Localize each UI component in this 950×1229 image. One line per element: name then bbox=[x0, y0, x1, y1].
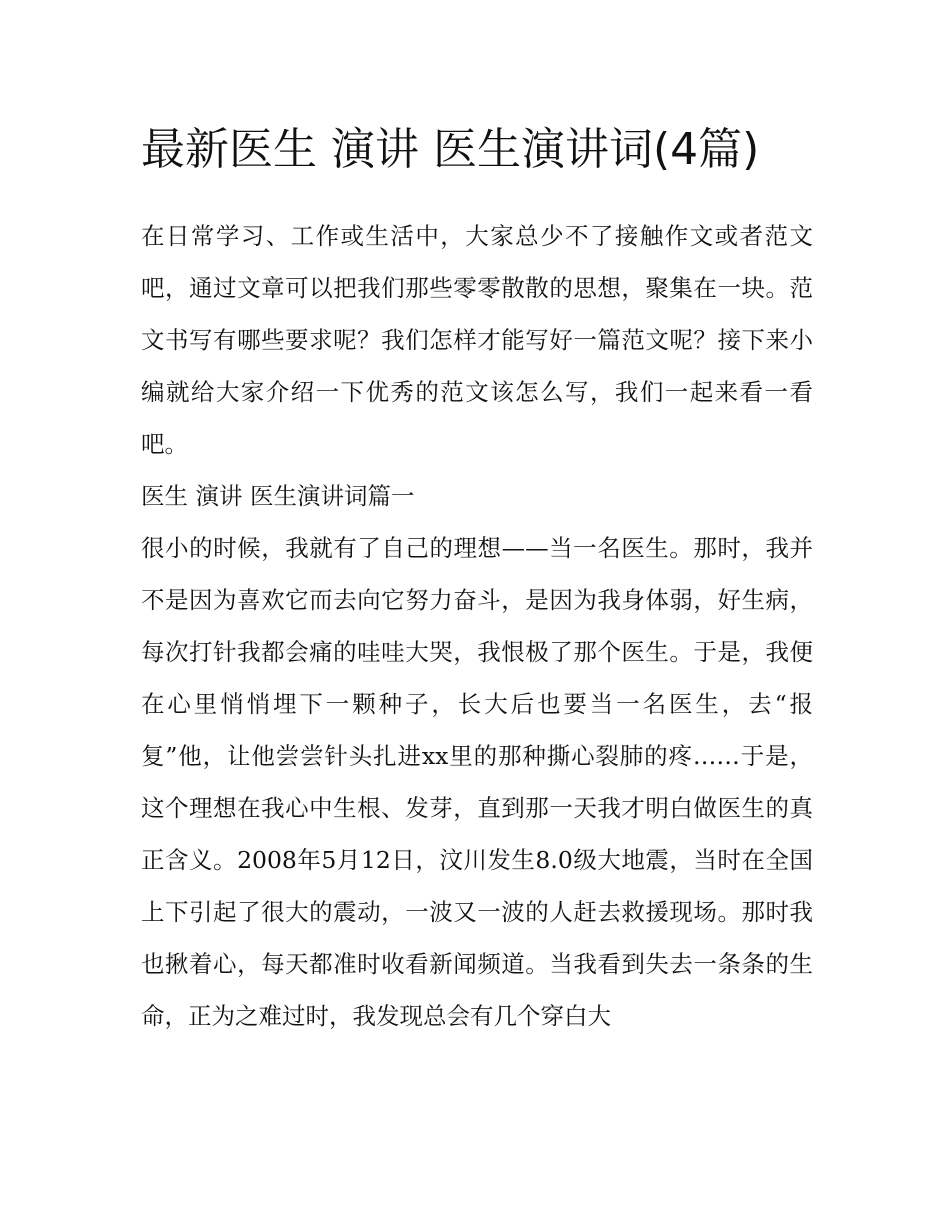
section-heading: 医生 演讲 医生演讲词篇一 bbox=[141, 482, 415, 510]
document-content bbox=[141, 118, 813, 1042]
body-paragraph: 很小的时候，我就有了自己的理想——当一名医生。那时，我并不是因为喜欢它而去向它努力奋斗，是因为我身体弱，好生病，每次打针我都会痛的哇哇大哭，我恨极了那个医生。于是，我便在心里悄悄埋下一颗种子，长大后也要当一名医生，去“报复”他，让他尝尝针头扎进xx里的那种撕心裂肺的疼……于是，这个理想在我心中生根、发芽，直到那一天我才明白做医生的真正含义。2008年5月12日，汶川发生8.0级大地震，当时在全国上下引起了很大的震动，一波又一波的人赶去救援现场。那时我也揪着心，每天都准时收看新闻频道。当我看到失去一条条的生命，正为之难过时，我发现总会有几个穿白大 bbox=[141, 534, 813, 1030]
document-title: 最新医生 演讲 医生演讲词(4篇) bbox=[141, 124, 760, 175]
intro-paragraph: 在日常学习、工作或生活中，大家总少不了接触作文或者范文吧，通过文章可以把我们那些零零散散的思想，聚集在一块。范文书写有哪些要求呢？我们怎样才能写好一篇范文呢？接下来小编就给大家介绍一下优秀的范文该怎么写，我们一起来看一看吧。 bbox=[141, 222, 813, 458]
